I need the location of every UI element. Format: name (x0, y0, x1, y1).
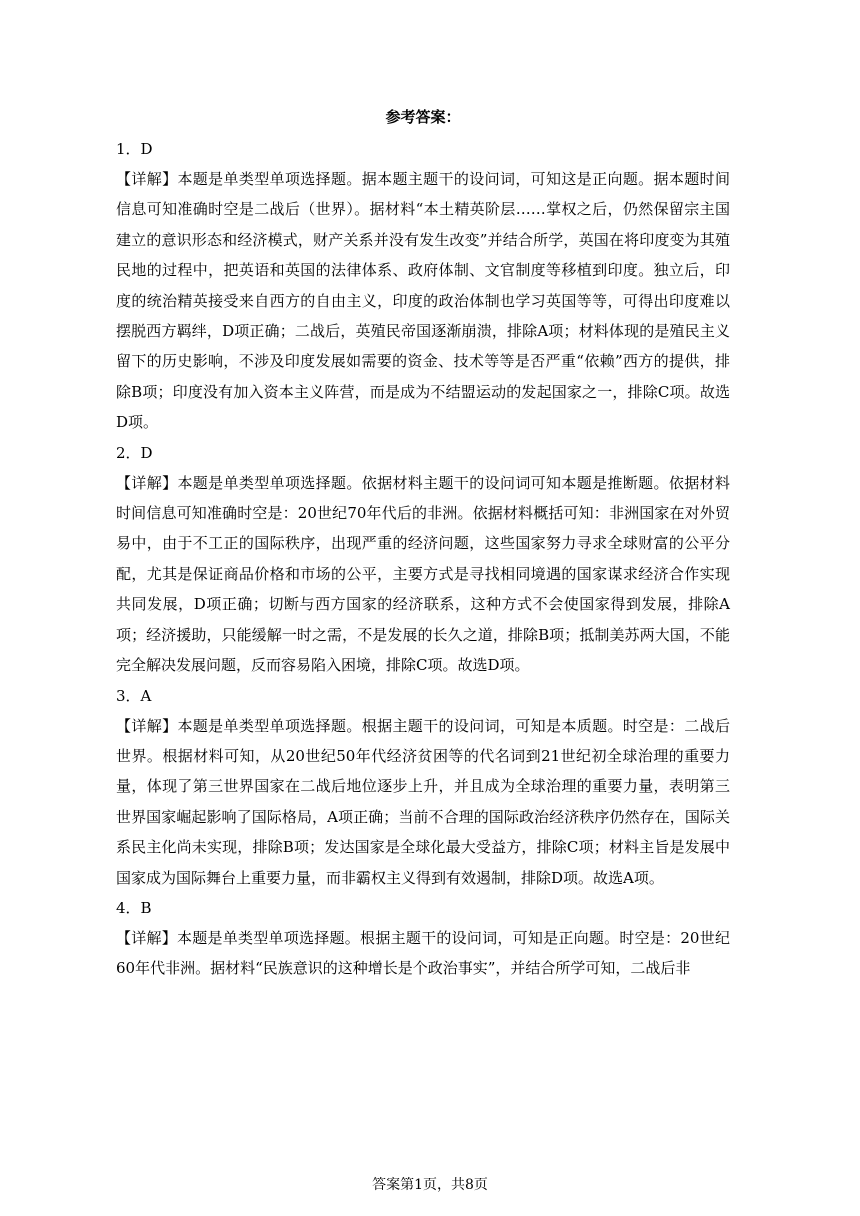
question-number: 1．D (116, 140, 153, 158)
explanation-text: 本题是单类型单项选择题。根据主题干的设问词，可知是本质题。时空是：二战后世界。根据材料可知，从20世纪50年代经济贫困等的代名词到21世纪初全球治理的重要力量，体现了第三世界国家在二战后地位逐步上升，并且成为全球治理的重要力量，表明第三世界国家崛起影响了国际格局，A项正确；当前不合理的国际政治经济秩序仍然存在，国际关系民主化尚未实现，排除B项；发达国家是全球化最大受益方，排除C项；材料主旨是发展中国家成为国际舞台上重要力量，而非霸权主义得到有效遏制，排除D项。故选A项。 (116, 716, 730, 887)
explanation-text: 本题是单类型单项选择题。根据主题干的设问词，可知是正向题。时空是：20世纪60年代非洲。据材料“民族意识的这种增长是个政治事实”，并结合所学可知，二战后非 (116, 928, 730, 978)
explanation-label: 【详解】 (116, 928, 178, 947)
answer-item (116, 438, 730, 681)
question-number: 2．D (116, 443, 153, 462)
answer-explanation (116, 468, 730, 681)
explanation-text: 本题是单类型单项选择题。依据材料主题干的设问词可知本题是推断题。依据材料时间信息可知准确时空是：20世纪70年代后的非洲。依据材料概括可知：非洲国家在对外贸易中，由于不工正的国际秩序，出现严重的经济问题，这些国家努力寻求全球财富的公平分配，尤其是保证商品价格和市场的公平，主要方式是寻找相同境遇的国家谋求经济合作实现共同发展，D项正确；切断与西方国家的经济联系，这种方式不会使国家得到发展，排除A项；经济援助，只能缓解一时之需，不是发展的长久之道，排除B项；抵制美苏两大国，不能完全解决发展问题，反而容易陷入困境，排除C项。故选D项。 (116, 473, 730, 675)
answer-item (116, 134, 730, 438)
answer-item (116, 893, 730, 984)
answer-content (116, 104, 730, 984)
answer-explanation (116, 164, 730, 438)
explanation-text: 本题是单类型单项选择题。据本题主题干的设问词，可知这是正向题。据本题时间信息可知准确时空是二战后（世界）。据材料“本土精英阶层……掌权之后，仍然保留宗主国建立的意识形态和经济模式，财产关系并没有发生改变”并结合所学，英国在将印度变为其殖民地的过程中，把英语和英国的法律体系、政府体制、文官制度等移植到印度。独立后，印度的统治精英接受来自西方的自由主义，印度的政治体制也学习英国等等，可得出印度难以摆脱西方羁绊，D项正确；二战后，英殖民帝国逐渐崩溃，排除A项；材料体现的是殖民主义留下的历史影响，不涉及印度发展如需要的资金、技术等等是否严重“依赖”西方的提供，排除B项；印度没有加入资本主义阵营，而是成为不结盟运动的发起国家之一，排除C项。故选D项。 (116, 170, 730, 432)
explanation-label: 【详解】 (116, 473, 178, 492)
question-number: 3．A (116, 686, 152, 705)
question-number: 4．B (116, 898, 152, 917)
explanation-label: 【详解】 (116, 170, 178, 188)
page-footer: 答案第1页，共8页 (372, 1177, 488, 1193)
explanation-label: 【详解】 (116, 716, 178, 735)
answer-explanation (116, 711, 730, 893)
page-title: 参考答案： (385, 108, 461, 126)
answer-item (116, 681, 730, 893)
answer-explanation (116, 923, 730, 984)
